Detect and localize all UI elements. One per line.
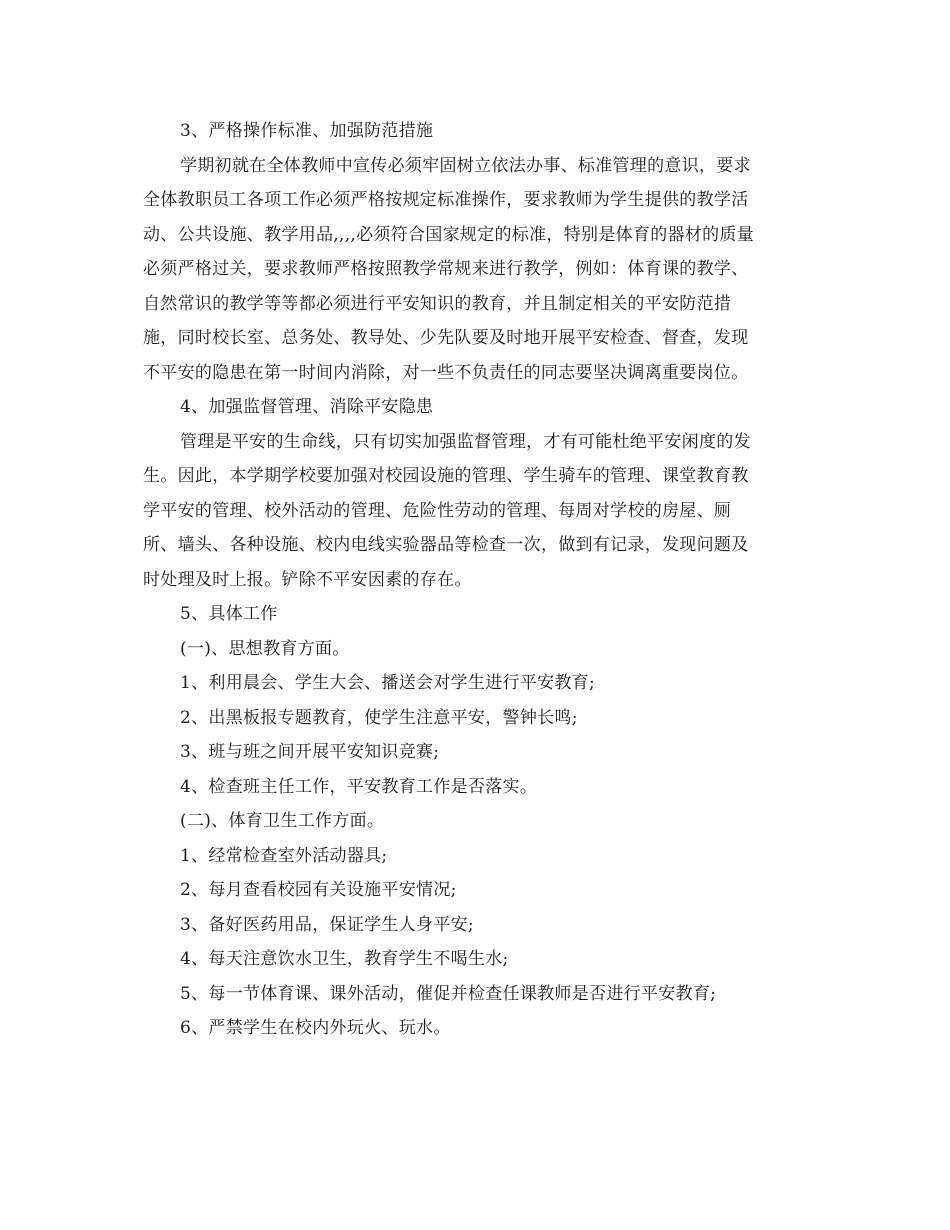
section-heading: 3、严格操作标准、加强防范措施: [180, 121, 434, 141]
list-item: 3、备好医药用品，保证学生人身平安;: [180, 914, 474, 935]
paragraph-line: 必须严格过关，要求教师严格按照教学常规来进行教学，例如：体育课的教学、: [143, 259, 749, 279]
paragraph-line: 学平安的管理、校外活动的管理、危险性劳动的管理、每周对学校的房屋、厕: [143, 500, 732, 521]
list-item: 1、利用晨会、学生大会、播送会对学生进行平安教育;: [180, 673, 596, 693]
paragraph-line: 所、墙头、各种设施、校内电线实验器品等检查一次，做到有记录，发现问题及: [143, 535, 749, 555]
list-item: 4、检查班主任工作，平安教育工作是否落实。: [180, 776, 538, 797]
paragraph-line: 施，同时校长室、总务处、教导处、少先队要及时地开展平安检查、督查，发现: [143, 328, 749, 348]
list-item: 2、每月查看校园有关设施平安情况;: [180, 880, 457, 900]
paragraph-line: 时处理及时上报。铲除不平安因素的存在。: [143, 569, 472, 590]
section-heading: 4、加强监督管理、消除平安隐患: [180, 397, 434, 417]
paragraph-line: 不平安的隐患在第一时间内消除，对一些不负责任的同志要坚决调离重要岗位。: [143, 362, 749, 383]
list-item: 4、每天注意饮水卫生，教育学生不喝生水;: [180, 949, 509, 969]
paragraph-line: 全体教职员工各项工作必须严格按规定标准操作，要求教师为学生提供的教学活: [143, 190, 749, 210]
list-item: 6、严禁学生在校内外玩火、玩水。: [180, 1018, 451, 1038]
paragraph-line: 学期初就在全体教师中宣传必须牢固树立依法办事、标准管理的意识，要求: [180, 155, 751, 176]
paragraph-line: 管理是平安的生命线，只有切实加强监督管理，才有可能杜绝平安闲度的发: [180, 431, 751, 452]
list-item: 2、出黑板报专题教育，使学生注意平安，警钟长鸣;: [180, 707, 578, 728]
subsection-heading: (二)、体育卫生工作方面。: [180, 811, 385, 831]
list-item: 3、班与班之间开展平安知识竞赛;: [180, 742, 440, 762]
list-item: 1、经常检查室外活动器具;: [180, 845, 388, 866]
subsection-heading: (一)、思想教育方面。: [180, 638, 350, 659]
section-heading: 5、具体工作: [180, 604, 278, 624]
paragraph-line: 生。因此，本学期学校要加强对校园设施的管理、学生骑车的管理、课堂教育教: [143, 466, 749, 486]
paragraph-line: 自然常识的教学等等都必须进行平安知识的教育，并且制定相关的平安防范措: [143, 293, 732, 314]
paragraph-line: 动、公共设施、教学用品,,,,必须符合国家规定的标准，特别是体育的器材的质量: [143, 224, 755, 245]
document-body: [143, 114, 807, 1046]
list-item: 5、每一节体育课、课外活动，催促并检查任课教师是否进行平安教育;: [180, 983, 717, 1004]
